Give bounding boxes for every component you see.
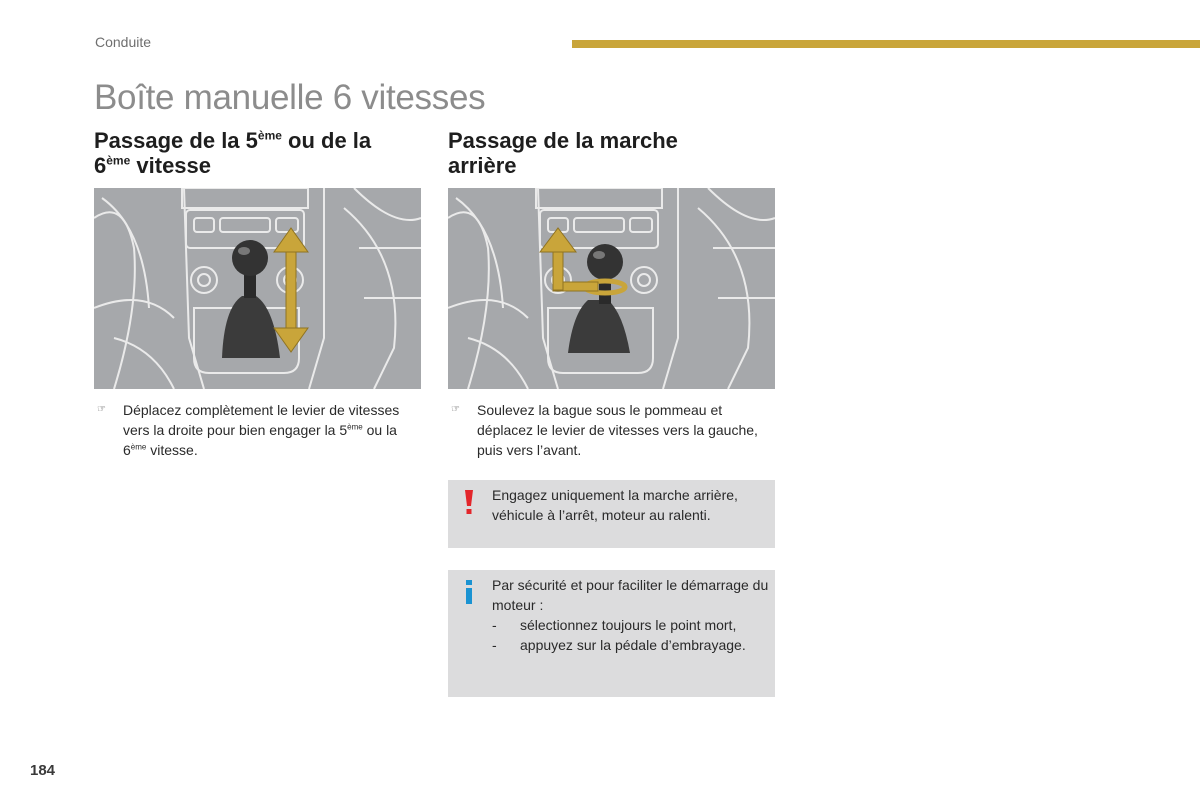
right-instruction [448,400,778,460]
gear-shift-up-down-illustration [94,188,421,389]
right-column [448,128,778,653]
list-item-text: sélectionnez toujours le point mort, [520,617,737,633]
left-heading [94,128,424,188]
left-step-sup-2: ème [130,442,147,452]
gear-shift-reverse-illustration [448,188,775,389]
list-dash: - [492,617,497,633]
right-heading [448,128,778,188]
gear-shift-reverse-icon [448,188,775,389]
info-notice [448,570,775,697]
left-heading-sup-1: ème [257,128,282,143]
left-instruction [94,400,424,460]
left-heading-text-2: ou de la [281,128,372,153]
info-intro: Par sécurité et pour faciliter le démarrage du moteur : [492,577,769,613]
page-title: Boîte manuelle 6 vitesses [94,78,486,117]
info-icon [462,578,476,606]
left-heading-sup-2: ème [106,153,131,168]
list-dash: - [492,637,497,653]
left-step-sup-1: ème [347,422,363,432]
right-heading-line-1: Passage de la marche [448,128,678,153]
left-step-text-3: vitesse. [146,442,198,458]
pointing-hand-icon: ☞ [451,404,460,415]
exclamation-icon [462,488,476,516]
left-heading-text-1: Passage de la 5 [94,128,258,153]
left-step-text-1: Déplacez complètement le levier de vitesses vers la droite pour bien engager la 5 [123,402,400,438]
header-accent-rule [572,40,1200,48]
page-number: 184 [30,762,56,779]
list-item-text: appuyez sur la pédale d’embrayage. [520,637,746,653]
pointing-hand-icon: ☞ [97,404,106,415]
right-step-text: Soulevez la bague sous le pommeau et déplacez le levier de vitesses vers la gauche, puis vers l’avant. [477,402,758,458]
left-heading-text-3: 6 [94,153,107,178]
warning-text: Engagez uniquement la marche arrière, véhicule à l’arrêt, moteur au ralenti. [492,487,738,523]
left-heading-text-4: vitesse [130,153,212,178]
left-step-text-2: ou la 6 [123,422,397,458]
list-item [492,635,772,655]
right-heading-line-2: arrière [448,153,517,178]
section-label: Conduite [95,34,152,50]
warning-notice [448,480,775,548]
info-content [492,575,772,655]
gear-shift-up-down-icon [94,188,421,389]
list-item [492,615,772,635]
left-column [94,128,424,458]
